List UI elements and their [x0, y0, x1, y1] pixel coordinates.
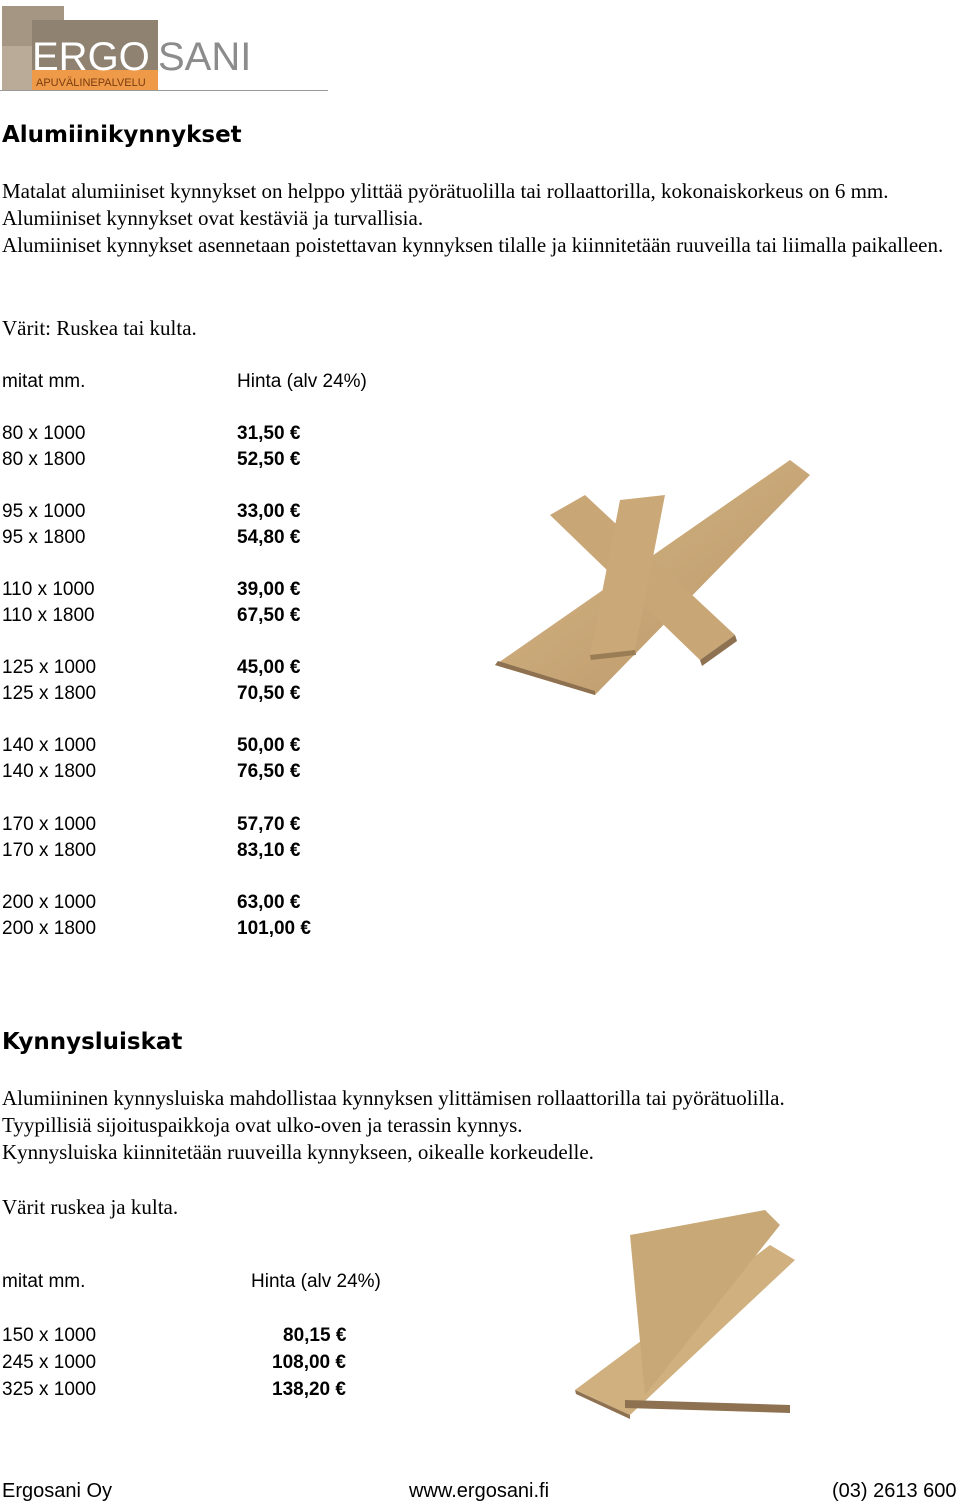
row-size: 150 x 1000	[2, 1325, 97, 1346]
section2-description	[2, 1085, 960, 1166]
logo-subtitle: APUVÄLINEPALVELU	[36, 77, 146, 89]
row-price: 54,80 €	[237, 527, 301, 548]
row-price: 63,00 €	[237, 892, 301, 913]
footer-phone: (03) 2613 600	[832, 1480, 957, 1502]
section-title-kynnysluiskat: Kynnysluiskat	[2, 1029, 183, 1055]
row-size: 200 x 1800	[2, 918, 97, 939]
ergosani-logo	[2, 6, 332, 94]
row-price: 70,50 €	[237, 683, 301, 704]
row-size: 80 x 1800	[2, 449, 86, 470]
footer-company: Ergosani Oy	[2, 1480, 113, 1502]
row-size: 110 x 1800	[2, 605, 95, 626]
section-title-alumiinikynnykset: Alumiinikynnykset	[2, 122, 242, 148]
section2-paragraph-2: Tyypillisiä sijoituspaikkoja ovat ulko-oven ja terassin kynnys.	[2, 1113, 523, 1137]
row-price: 80,15 €	[283, 1325, 347, 1346]
threshold-ramp-image	[570, 1205, 800, 1420]
row-price: 138,20 €	[272, 1379, 346, 1400]
row-price: 108,00 €	[272, 1352, 346, 1373]
row-size: 325 x 1000	[2, 1379, 97, 1400]
logo-brand-a: ERGO	[32, 35, 150, 79]
row-price: 39,00 €	[237, 579, 301, 600]
row-price: 45,00 €	[237, 657, 301, 678]
row-size: 140 x 1000	[2, 735, 97, 756]
row-size: 95 x 1000	[2, 501, 86, 522]
logo-underline	[0, 90, 328, 91]
row-price: 67,50 €	[237, 605, 301, 626]
section2-paragraph-1: Alumiininen kynnysluiska mahdollistaa kynnyksen ylittämisen rollaattorilla tai pyörätuolilla.	[2, 1086, 785, 1110]
row-size: 200 x 1000	[2, 892, 97, 913]
row-price: 101,00 €	[237, 918, 311, 939]
row-price: 83,10 €	[237, 840, 301, 861]
row-price: 76,50 €	[237, 761, 301, 782]
section1-paragraph-2: Alumiiniset kynnykset asennetaan poistettavan kynnyksen tilalle ja kiinnitetään ruuveilla tai liimalla paikalleen.	[2, 233, 944, 257]
row-price: 57,70 €	[237, 814, 301, 835]
logo-graphic	[2, 6, 332, 94]
row-size: 170 x 1800	[2, 840, 97, 861]
row-size: 170 x 1000	[2, 814, 97, 835]
section2-paragraph-3: Kynnysluiska kiinnitetään ruuveilla kynnykseen, oikealle korkeudelle.	[2, 1140, 594, 1164]
row-size: 80 x 1000	[2, 423, 86, 444]
row-size: 110 x 1000	[2, 579, 95, 600]
logo-brand-b: SANI	[158, 35, 252, 79]
row-price: 33,00 €	[237, 501, 301, 522]
footer-website-link[interactable]: www.ergosani.fi	[409, 1480, 550, 1502]
section1-col-size-header: mitat mm.	[2, 371, 86, 392]
section2-col-price-header: Hinta (alv 24%)	[251, 1271, 381, 1292]
row-price: 31,50 €	[237, 423, 301, 444]
section2-colors: Värit ruskea ja kulta.	[2, 1195, 179, 1219]
section1-colors: Värit: Ruskea tai kulta.	[2, 316, 197, 340]
row-size: 125 x 1000	[2, 657, 97, 678]
row-price: 50,00 €	[237, 735, 301, 756]
row-size: 245 x 1000	[2, 1352, 97, 1373]
section2-col-size-header: mitat mm.	[2, 1271, 86, 1292]
row-price: 52,50 €	[237, 449, 301, 470]
section1-paragraph-1: Matalat alumiiniset kynnykset on helppo ylittää pyörätuolilla tai rollaattorilla, kokonaiskorkeus on 6 mm. Alumiiniset kynnykset ovat kestäviä ja turvallisia.	[2, 179, 889, 230]
row-size: 95 x 1800	[2, 527, 86, 548]
row-size: 140 x 1800	[2, 761, 97, 782]
aluminium-threshold-image	[490, 455, 820, 700]
row-size: 125 x 1800	[2, 683, 97, 704]
section1-description	[2, 178, 960, 259]
section1-col-price-header: Hinta (alv 24%)	[237, 371, 367, 392]
